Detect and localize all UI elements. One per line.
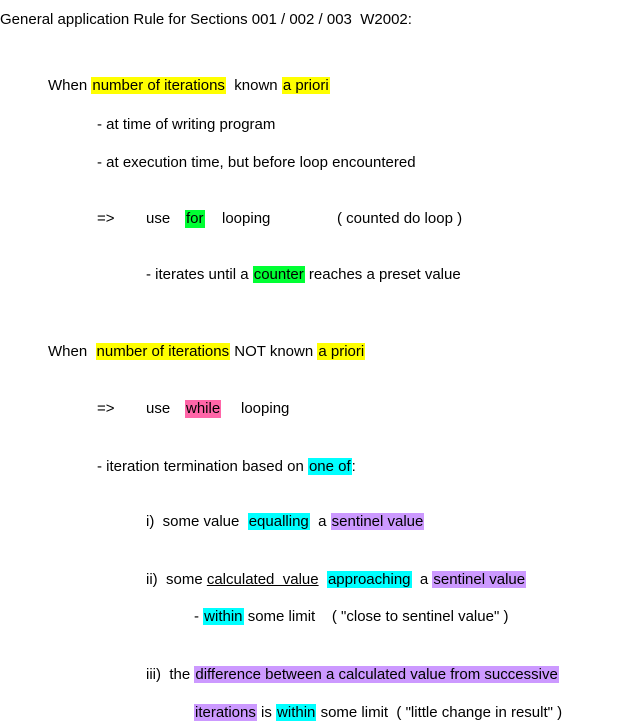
iterations-highlight: iterations <box>195 704 256 721</box>
termination-post: : <box>351 458 356 475</box>
counter-highlight: counter <box>253 266 304 283</box>
when-text: When <box>48 77 92 94</box>
within-highlight: within <box>204 608 243 625</box>
while-looping: looping <box>241 400 290 417</box>
termination-pre: - iteration termination based on <box>97 458 308 475</box>
while-use: use <box>146 400 171 417</box>
one-of-highlight: one of <box>308 458 351 475</box>
for-keyword-highlight: for <box>186 210 204 227</box>
a-priori-highlight: a priori <box>282 77 329 94</box>
case-ii2-post: some limit ( "close to sentinel value" ) <box>243 608 509 625</box>
iterates-pre: - iterates until a <box>146 266 253 283</box>
for-looping: looping <box>222 210 271 227</box>
number-of-iterations-highlight: number of iterations <box>92 77 225 94</box>
case-iii2-is: is <box>256 704 277 721</box>
case-i-mid: a <box>309 513 331 530</box>
sentinel-value-highlight: sentinel value <box>433 571 526 588</box>
equalling-highlight: equalling <box>248 513 309 530</box>
a-priori-highlight: a priori <box>318 343 365 360</box>
termination-line <box>97 458 356 476</box>
case-ii-gap <box>319 571 327 588</box>
when-text: When <box>48 343 96 360</box>
page-title: General application Rule for Sections 001 / 002 / 003 W2002: <box>0 11 412 28</box>
known-text: known <box>225 77 282 94</box>
known-heading <box>48 77 330 95</box>
case-ii-line <box>146 571 526 589</box>
iterates-until-line <box>146 266 461 284</box>
case-ii2-pre: - <box>194 608 204 625</box>
counted-do-loop-note: ( counted do loop ) <box>337 210 463 227</box>
while-keyword-highlight: while <box>186 400 221 417</box>
case-ii-continuation <box>194 608 508 626</box>
bullet-writing-time: - at time of writing program <box>97 116 276 133</box>
while-arrow: => <box>97 400 115 417</box>
number-of-iterations-highlight: number of iterations <box>96 343 230 360</box>
case-i-line <box>146 513 424 531</box>
case-ii-pre: ii) some <box>146 571 207 588</box>
difference-highlight: difference between a calculated value from successive <box>195 666 558 683</box>
case-i-pre: i) some value <box>146 513 248 530</box>
for-arrow: => <box>97 210 115 227</box>
sentinel-value-highlight: sentinel value <box>331 513 424 530</box>
unknown-heading <box>48 343 365 361</box>
bullet-execution-time: - at execution time, but before loop encountered <box>97 154 416 171</box>
case-iii-line <box>146 666 559 684</box>
case-ii-mid: a <box>411 571 433 588</box>
approaching-highlight: approaching <box>327 571 411 588</box>
calculated-value-underlined: calculated value <box>206 571 319 588</box>
within-highlight: within <box>277 704 316 721</box>
not-known-text: NOT known <box>230 343 318 360</box>
iterates-post: reaches a preset value <box>304 266 461 283</box>
case-iii-continuation <box>194 704 562 722</box>
case-iii-pre: iii) the <box>146 666 195 683</box>
case-iii2-post: some limit ( "little change in result" ) <box>316 704 563 721</box>
for-use: use <box>146 210 171 227</box>
